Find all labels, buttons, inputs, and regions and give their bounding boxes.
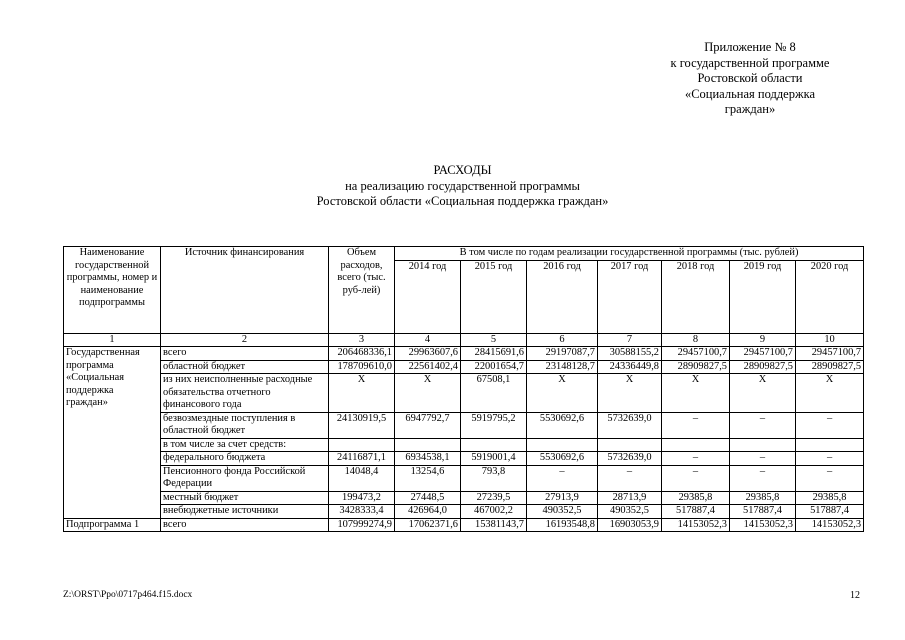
cell-value: X [527, 374, 598, 413]
column-number: 7 [598, 333, 662, 347]
cell-value: – [796, 452, 864, 466]
appendix-line: «Социальная поддержка [684, 86, 816, 101]
column-number: 10 [796, 333, 864, 347]
cell-value: 17062371,6 [395, 518, 461, 532]
row-source: федерального бюджета [161, 452, 329, 466]
row-source: в том числе за счет средств: [161, 438, 329, 452]
cell-value: 67508,1 [461, 374, 527, 413]
appendix-line: Приложение № 8 [704, 40, 796, 54]
cell-value: 24336449,8 [598, 360, 662, 374]
column-number: 8 [662, 333, 730, 347]
row-source: всего [161, 518, 329, 532]
cell-value: 29385,8 [730, 491, 796, 505]
expenses-table [63, 246, 864, 532]
title-line: РАСХОДЫ [433, 163, 492, 177]
header-year: 2016 год [527, 260, 598, 333]
cell-value: 16903053,9 [598, 518, 662, 532]
column-number: 4 [395, 333, 461, 347]
cell-value: 28909827,5 [662, 360, 730, 374]
cell-value: 29457100,7 [730, 347, 796, 361]
table-row [64, 374, 864, 413]
page-number: 12 [850, 590, 860, 601]
cell-value: – [662, 452, 730, 466]
table-row [64, 452, 864, 466]
cell-value: 29457100,7 [796, 347, 864, 361]
cell-value: 13254,6 [395, 465, 461, 491]
cell-value: X [598, 374, 662, 413]
cell-value: 5919795,2 [461, 412, 527, 438]
cell-value: – [598, 465, 662, 491]
cell-value: – [730, 412, 796, 438]
column-number: 9 [730, 333, 796, 347]
cell-value: 27448,5 [395, 491, 461, 505]
cell-value: 5732639,0 [598, 452, 662, 466]
cell-value: 27913,9 [527, 491, 598, 505]
cell-value: 28415691,6 [461, 347, 527, 361]
cell-value: 490352,5 [527, 505, 598, 519]
cell-value [527, 438, 598, 452]
table-row [64, 491, 864, 505]
cell-value: X [796, 374, 864, 413]
title-line: на реализацию государственной программы [345, 178, 580, 193]
cell-value: 199473,2 [329, 491, 395, 505]
cell-value [662, 438, 730, 452]
appendix-header [645, 40, 855, 118]
table-row [64, 412, 864, 438]
cell-value: X [395, 374, 461, 413]
cell-value: 107999274,9 [329, 518, 395, 532]
row-source: внебюджетные источники [161, 505, 329, 519]
cell-value: 29963607,6 [395, 347, 461, 361]
column-number: 6 [527, 333, 598, 347]
header-year: 2019 год [730, 260, 796, 333]
appendix-line: граждан» [724, 102, 776, 116]
cell-value: 6934538,1 [395, 452, 461, 466]
cell-value: 29457100,7 [662, 347, 730, 361]
row-source: местный бюджет [161, 491, 329, 505]
cell-value: 29385,8 [662, 491, 730, 505]
cell-value: 490352,5 [598, 505, 662, 519]
cell-value: 793,8 [461, 465, 527, 491]
row-source: всего [161, 347, 329, 361]
appendix-line: к государственной программе [670, 55, 830, 70]
cell-value: 5530692,6 [527, 412, 598, 438]
cell-value [796, 438, 864, 452]
subprogram-row [64, 518, 864, 532]
column-number: 1 [64, 333, 161, 347]
column-number: 5 [461, 333, 527, 347]
header-by-years: В том числе по годам реализации государственной программы (тыс. рублей) [395, 247, 864, 261]
cell-value: – [730, 465, 796, 491]
cell-value: 426964,0 [395, 505, 461, 519]
cell-value: 16193548,8 [527, 518, 598, 532]
cell-value [598, 438, 662, 452]
table-row [64, 360, 864, 374]
table-row [64, 347, 864, 361]
header-name: Наименование государственной программы, номер и наименование подпрограммы [64, 247, 161, 334]
footer-file-path: Z:\ORST\Ppo\0717p464.f15.docx [63, 590, 193, 600]
program-name: Государственная программа «Социальная поддержка граждан» [64, 347, 161, 519]
cell-value: 29385,8 [796, 491, 864, 505]
header-year: 2020 год [796, 260, 864, 333]
cell-value: 23148128,7 [527, 360, 598, 374]
cell-value: 14153052,3 [796, 518, 864, 532]
cell-value: X [662, 374, 730, 413]
cell-value: 517887,4 [662, 505, 730, 519]
cell-value: – [662, 412, 730, 438]
cell-value: 3428333,4 [329, 505, 395, 519]
cell-value: 22001654,7 [461, 360, 527, 374]
cell-value: 517887,4 [796, 505, 864, 519]
row-source: Пенсионного фонда Российской Федерации [161, 465, 329, 491]
column-number: 2 [161, 333, 329, 347]
cell-value: – [730, 452, 796, 466]
cell-value: 28909827,5 [796, 360, 864, 374]
cell-value: 517887,4 [730, 505, 796, 519]
header-volume: Объем расходов, всего (тыс. руб-лей) [329, 247, 395, 334]
cell-value: 14153052,3 [730, 518, 796, 532]
cell-value: 6947792,7 [395, 412, 461, 438]
cell-value: 5919001,4 [461, 452, 527, 466]
cell-value: – [527, 465, 598, 491]
cell-value: 206468336,1 [329, 347, 395, 361]
header-year: 2014 год [395, 260, 461, 333]
cell-value: X [329, 374, 395, 413]
header-year: 2018 год [662, 260, 730, 333]
cell-value [329, 438, 395, 452]
header-year: 2015 год [461, 260, 527, 333]
appendix-line: Ростовской области [697, 71, 803, 85]
cell-value: 29197087,7 [527, 347, 598, 361]
cell-value: 178709610,0 [329, 360, 395, 374]
cell-value: 14153052,3 [662, 518, 730, 532]
cell-value: 28909827,5 [730, 360, 796, 374]
column-numbers-row [64, 333, 864, 347]
cell-value [395, 438, 461, 452]
cell-value: 5732639,0 [598, 412, 662, 438]
table-row [64, 505, 864, 519]
row-source: областной бюджет [161, 360, 329, 374]
cell-value: X [730, 374, 796, 413]
cell-value: 15381143,7 [461, 518, 527, 532]
document-title [200, 163, 725, 210]
cell-value: 27239,5 [461, 491, 527, 505]
header-row [64, 247, 864, 261]
column-number: 3 [329, 333, 395, 347]
row-source: из них неисполненные расходные обязательства отчетного финансового года [161, 374, 329, 413]
cell-value [461, 438, 527, 452]
cell-value: – [796, 465, 864, 491]
header-year: 2017 год [598, 260, 662, 333]
cell-value: 22561402,4 [395, 360, 461, 374]
cell-value: 28713,9 [598, 491, 662, 505]
cell-value: – [662, 465, 730, 491]
cell-value: – [796, 412, 864, 438]
table-row [64, 465, 864, 491]
cell-value: 24116871,1 [329, 452, 395, 466]
cell-value: 14048,4 [329, 465, 395, 491]
row-source: безвозмездные поступления в областной бюджет [161, 412, 329, 438]
cell-value: 467002,2 [461, 505, 527, 519]
cell-value: 5530692,6 [527, 452, 598, 466]
subprogram-name: Подпрограмма 1 [64, 518, 161, 532]
header-source: Источник финансирования [161, 247, 329, 334]
title-line: Ростовской области «Социальная поддержка граждан» [316, 194, 609, 208]
cell-value: 30588155,2 [598, 347, 662, 361]
table-row [64, 438, 864, 452]
cell-value: 24130919,5 [329, 412, 395, 438]
cell-value [730, 438, 796, 452]
